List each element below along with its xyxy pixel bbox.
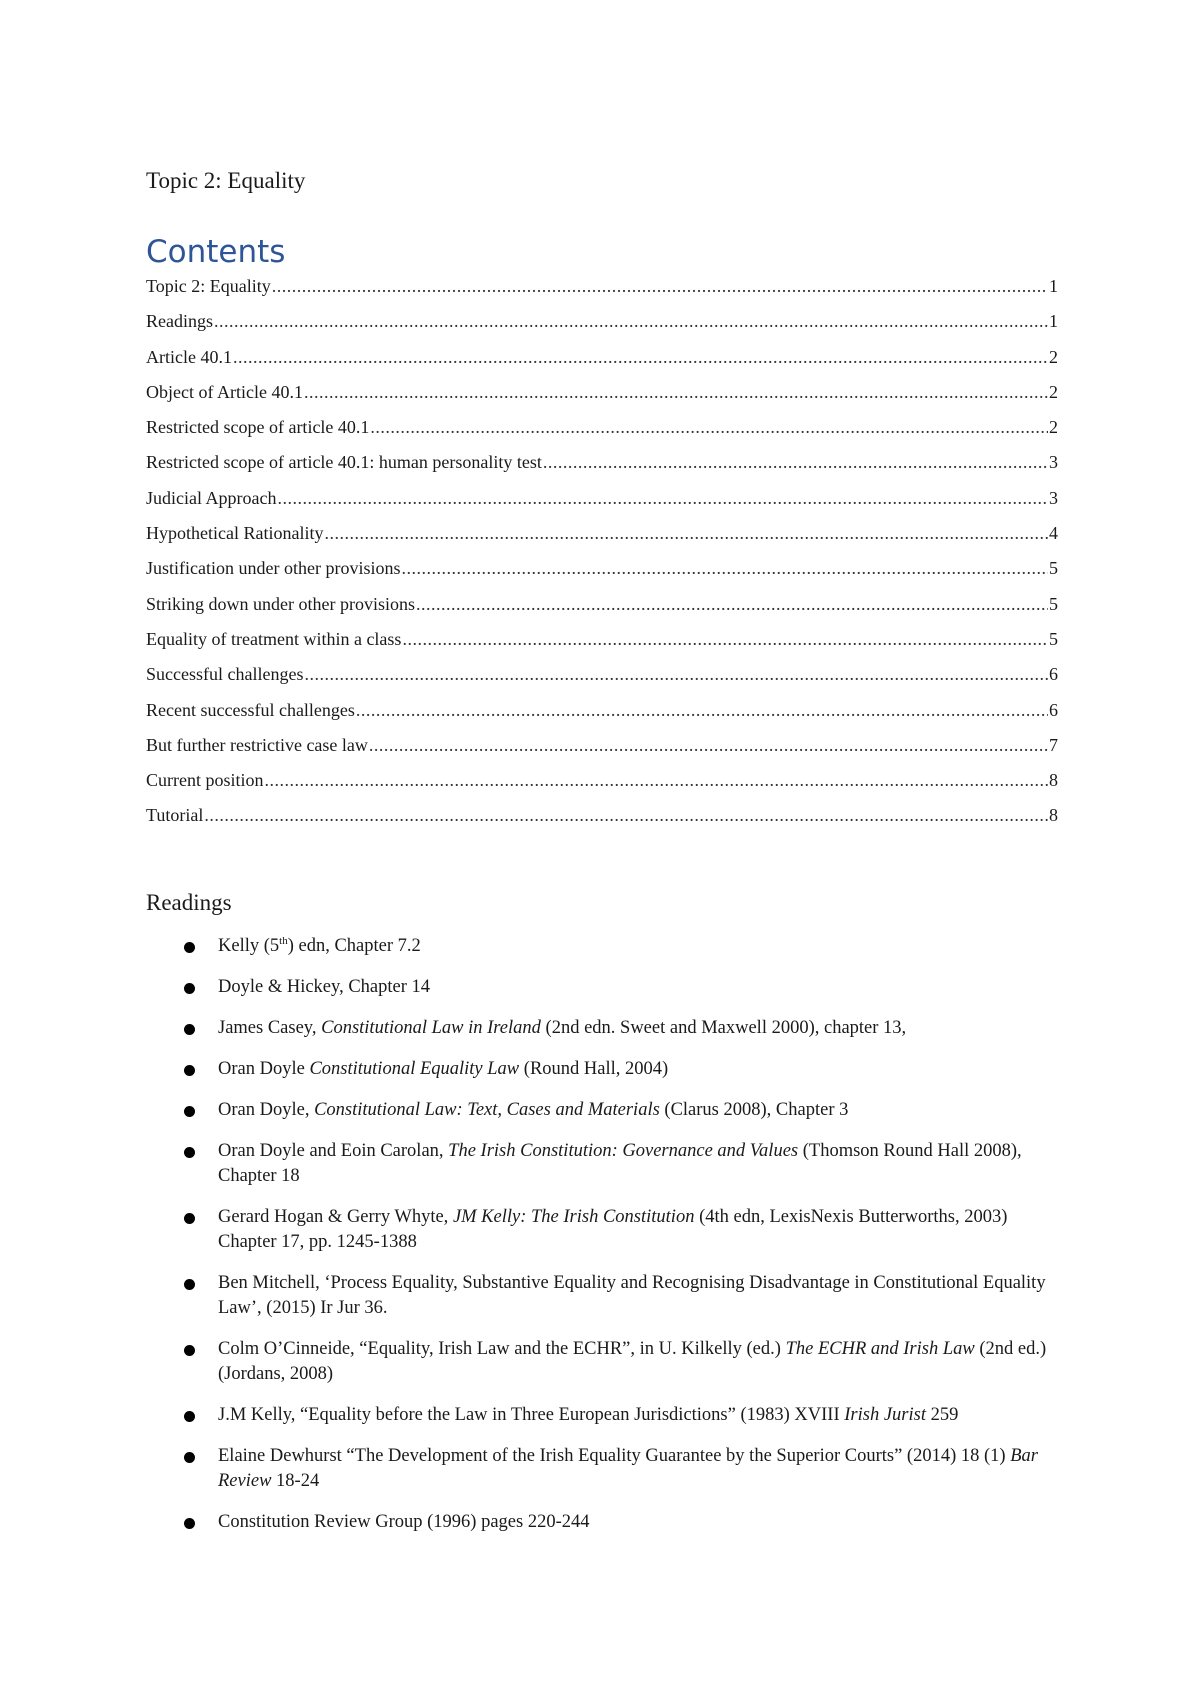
toc-entry[interactable]	[146, 805, 1058, 840]
toc-entry-label: Hypothetical Rationality	[146, 523, 324, 544]
reading-text: Constitution Review Group (1996) pages 220-244	[218, 1512, 590, 1532]
toc-entry[interactable]	[146, 523, 1058, 558]
toc-entry-page: 2	[1049, 417, 1058, 438]
toc-dot-leader	[214, 311, 1048, 332]
reading-title-italic: Constitutional Equality Law	[309, 1059, 520, 1079]
reading-text: Kelly (5	[218, 936, 280, 956]
reading-title-italic: Constitutional Law in Ireland	[321, 1018, 541, 1038]
toc-entry-label: Recent successful challenges	[146, 699, 355, 720]
bullet-icon	[184, 1345, 195, 1356]
toc-entry-page: 2	[1049, 381, 1058, 402]
toc-dot-leader	[356, 700, 1048, 721]
reading-title-italic: Constitutional Law: Text, Cases and Materials	[314, 1100, 660, 1120]
toc-entry-label: Topic 2: Equality	[146, 276, 271, 296]
toc-entry-page: 3	[1049, 452, 1058, 473]
reading-text: Oran Doyle	[218, 1059, 310, 1079]
toc-entry-label: Striking down under other provisions	[146, 593, 415, 614]
toc-entry-label: Object of Article 40.1	[146, 381, 303, 402]
bullet-icon	[184, 1024, 195, 1035]
reading-title-italic: JM Kelly: The Irish Constitution	[452, 1207, 695, 1227]
reading-text: (2nd ed.) (Jordans, 2008)	[218, 1339, 1047, 1384]
reading-item	[146, 1403, 1066, 1428]
reading-text: (2nd edn. Sweet and Maxwell 2000), chapter 13,	[540, 1018, 907, 1038]
reading-text: Doyle & Hickey, Chapter 14	[218, 977, 431, 997]
toc-dot-leader	[233, 347, 1048, 368]
toc-entry[interactable]	[146, 488, 1058, 523]
reading-text: Oran Doyle,	[218, 1100, 315, 1120]
bullet-icon	[184, 983, 195, 994]
reading-text: ) edn, Chapter 7.2	[287, 936, 421, 956]
reading-item	[146, 1098, 1066, 1123]
reading-text: (Round Hall, 2004)	[519, 1059, 669, 1079]
reading-title-italic: The ECHR and Irish Law	[785, 1339, 975, 1359]
reading-text: Oran Doyle and Eoin Carolan,	[218, 1141, 449, 1161]
toc-entry-page: 8	[1049, 805, 1058, 826]
toc-dot-leader	[304, 664, 1048, 685]
toc-dot-leader	[277, 488, 1048, 509]
reading-item	[146, 1444, 1066, 1494]
reading-title-italic: Irish Jurist	[844, 1405, 926, 1425]
toc-dot-leader	[272, 276, 1048, 297]
toc-entry-label: Tutorial	[146, 805, 204, 826]
reading-item	[146, 1139, 1066, 1189]
reading-item	[146, 934, 1066, 959]
reading-text: Colm O’Cinneide, “Equality, Irish Law and the ECHR”, in U. Kilkelly (ed.)	[218, 1339, 786, 1359]
toc-entry-page: 6	[1049, 699, 1058, 720]
table-of-contents	[146, 276, 1058, 841]
toc-entry[interactable]	[146, 558, 1058, 593]
toc-dot-leader	[543, 452, 1048, 473]
reading-text: 259	[925, 1405, 959, 1425]
toc-entry[interactable]	[146, 594, 1058, 629]
bullet-icon	[184, 1147, 195, 1158]
document-title: Topic 2: Equality	[146, 168, 306, 193]
toc-entry[interactable]	[146, 700, 1058, 735]
reading-title-italic: Bar Review	[218, 1446, 1038, 1491]
bullet-icon	[184, 1106, 195, 1117]
bullet-icon	[184, 942, 195, 953]
toc-entry-page: 7	[1049, 734, 1058, 755]
toc-entry-label: Justification under other provisions	[146, 558, 401, 579]
toc-entry-page: 1	[1049, 276, 1058, 296]
readings-list	[146, 934, 1066, 1551]
toc-entry-label: But further restrictive case law	[146, 734, 368, 755]
toc-dot-leader	[304, 382, 1048, 403]
toc-dot-leader	[204, 805, 1048, 826]
bullet-icon	[184, 1213, 195, 1224]
reading-item	[146, 1016, 1066, 1041]
bullet-icon	[184, 1518, 195, 1529]
readings-heading: Readings	[146, 890, 232, 915]
toc-dot-leader	[324, 523, 1048, 544]
reading-item	[146, 1510, 1066, 1535]
reading-text: 18-24	[271, 1471, 320, 1491]
toc-entry-label: Restricted scope of article 40.1	[146, 417, 370, 438]
bullet-icon	[184, 1411, 195, 1422]
toc-entry[interactable]	[146, 664, 1058, 699]
toc-dot-leader	[370, 417, 1048, 438]
toc-entry-page: 3	[1049, 487, 1058, 508]
toc-entry-page: 5	[1049, 628, 1058, 649]
toc-entry[interactable]	[146, 417, 1058, 452]
reading-text: Elaine Dewhurst “The Development of the Irish Equality Guarantee by the Superior Courts” (2014) 18 (1)	[218, 1446, 1011, 1466]
reading-item	[146, 1057, 1066, 1082]
toc-entry[interactable]	[146, 452, 1058, 487]
toc-dot-leader	[369, 735, 1048, 756]
toc-entry[interactable]	[146, 735, 1058, 770]
reading-item	[146, 1271, 1066, 1321]
reading-text: James Casey,	[218, 1018, 322, 1038]
bullet-icon	[184, 1065, 195, 1076]
toc-entry[interactable]	[146, 382, 1058, 417]
toc-entry[interactable]	[146, 770, 1058, 805]
toc-entry[interactable]	[146, 629, 1058, 664]
toc-dot-leader	[402, 629, 1048, 650]
toc-entry-page: 2	[1049, 346, 1058, 367]
toc-heading: Contents	[146, 234, 286, 270]
reading-item	[146, 1337, 1066, 1387]
toc-entry[interactable]	[146, 311, 1058, 346]
reading-item	[146, 975, 1066, 1000]
toc-entry-label: Current position	[146, 770, 264, 791]
reading-title-italic: The Irish Constitution: Governance and Values	[448, 1141, 799, 1161]
toc-dot-leader	[401, 558, 1048, 579]
toc-entry-label: Judicial Approach	[146, 487, 277, 508]
reading-text: (Thomson Round Hall 2008), Chapter 18	[218, 1141, 1022, 1186]
toc-entry-label: Readings	[146, 311, 213, 332]
reading-text: (4th edn, LexisNexis Butterworths, 2003) Chapter 17, pp. 1245-1388	[218, 1207, 1008, 1252]
reading-item	[146, 1205, 1066, 1255]
toc-entry-page: 5	[1049, 558, 1058, 579]
toc-dot-leader	[265, 770, 1049, 791]
toc-entry[interactable]	[146, 276, 1058, 311]
toc-entry-page: 4	[1049, 523, 1058, 544]
reading-text: J.M Kelly, “Equality before the Law in Three European Jurisdictions” (1983) XVIII	[218, 1405, 845, 1425]
toc-entry-page: 8	[1049, 770, 1058, 791]
toc-entry-label: Article 40.1	[146, 346, 232, 367]
reading-text: th	[279, 934, 288, 947]
reading-text: (Clarus 2008), Chapter 3	[659, 1100, 849, 1120]
toc-entry-page: 6	[1049, 664, 1058, 685]
toc-entry[interactable]	[146, 347, 1058, 382]
bullet-icon	[184, 1452, 195, 1463]
toc-entry-label: Successful challenges	[146, 664, 304, 685]
toc-entry-page: 5	[1049, 593, 1058, 614]
toc-entry-page: 1	[1049, 311, 1058, 332]
reading-text: Gerard Hogan & Gerry Whyte,	[218, 1207, 453, 1227]
toc-entry-label: Restricted scope of article 40.1: human personality test	[146, 452, 542, 473]
reading-text: Ben Mitchell, ‘Process Equality, Substantive Equality and Recognising Disadvantage in Constitutional Equality Law’, (2015) Ir Jur 36.	[218, 1273, 1046, 1318]
toc-entry-label: Equality of treatment within a class	[146, 628, 402, 649]
bullet-icon	[184, 1279, 195, 1290]
toc-dot-leader	[416, 594, 1048, 615]
